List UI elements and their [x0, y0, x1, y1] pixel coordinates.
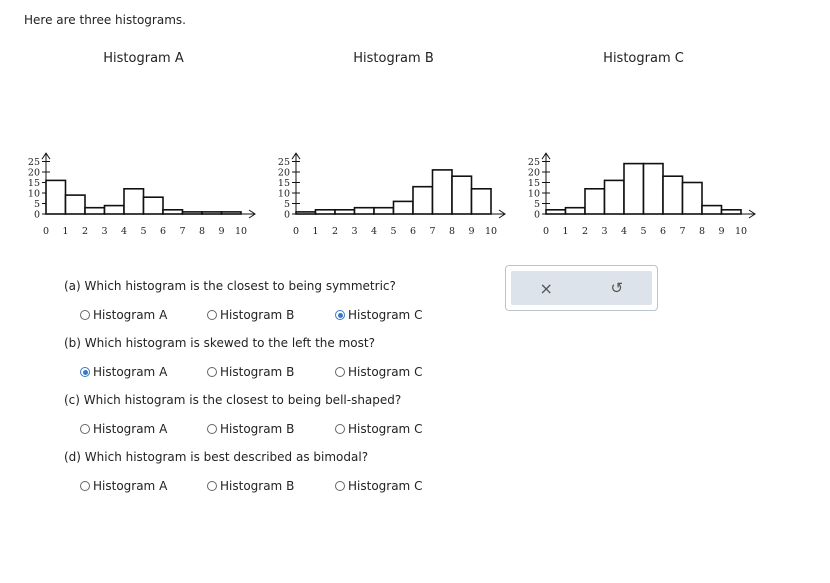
y-tick-label: 15	[27, 178, 40, 189]
histogram-bar	[46, 180, 66, 214]
chart-title: Histogram B	[353, 51, 434, 66]
y-tick-label: 20	[277, 167, 290, 179]
question-c-option-a[interactable]: Histogram A	[80, 422, 167, 436]
histogram-bar	[183, 212, 203, 214]
y-tick-label: 5	[283, 199, 290, 210]
question-c-option-b[interactable]: Histogram B	[207, 422, 294, 436]
histogram-bar	[85, 208, 105, 214]
x-tick-label: 5	[140, 226, 147, 237]
x-tick-label: 9	[218, 226, 225, 237]
x-tick-label: 7	[429, 226, 436, 237]
x-tick-label: 9	[718, 226, 725, 237]
y-tick-label: 15	[277, 178, 290, 189]
histogram-c	[526, 44, 766, 244]
x-tick-label: 5	[390, 226, 397, 237]
y-tick-label: 10	[277, 188, 290, 200]
histogram-b	[276, 44, 516, 244]
x-tick-label: 1	[62, 226, 69, 237]
question-a-option-b[interactable]: Histogram B	[207, 308, 294, 322]
histogram-bar	[335, 210, 355, 214]
histogram-a	[26, 44, 266, 244]
histogram-bar	[144, 197, 164, 214]
x-tick-label: 8	[448, 226, 456, 237]
x-tick-label: 2	[581, 226, 589, 237]
histogram-bar	[124, 189, 144, 214]
question-d-label: (d) Which histogram is best described as bimodal?	[64, 450, 369, 464]
histogram-bar	[663, 176, 683, 214]
x-tick-label: 9	[468, 226, 475, 237]
histogram-bar	[472, 189, 492, 214]
radio-icon[interactable]	[207, 310, 217, 320]
radio-icon[interactable]	[335, 367, 345, 377]
x-tick-label: 2	[81, 226, 89, 237]
histogram-bar	[605, 180, 625, 214]
x-tick-label: 8	[198, 226, 206, 237]
radio-icon[interactable]	[80, 310, 90, 320]
x-tick-label: 0	[42, 226, 50, 237]
radio-icon[interactable]	[335, 481, 345, 491]
radio-icon[interactable]	[207, 481, 217, 491]
question-d-option-b[interactable]: Histogram B	[207, 479, 294, 493]
radio-icon[interactable]	[80, 481, 90, 491]
radio-icon[interactable]	[207, 424, 217, 434]
x-tick-label: 10	[234, 226, 248, 237]
y-tick-label: 0	[33, 209, 40, 221]
x-tick-label: 3	[351, 226, 358, 237]
x-tick-label: 1	[562, 226, 569, 237]
y-tick-label: 25	[277, 157, 290, 168]
radio-icon[interactable]	[80, 367, 90, 377]
x-tick-label: 1	[312, 226, 319, 237]
clear-button[interactable]	[511, 271, 582, 305]
question-d-option-a[interactable]: Histogram A	[80, 479, 167, 493]
question-b-option-a[interactable]: Histogram A	[80, 365, 167, 379]
x-tick-label: 6	[409, 226, 417, 237]
y-tick-label: 10	[527, 188, 540, 200]
y-tick-label: 15	[527, 178, 540, 189]
histogram-bar	[202, 212, 222, 214]
answer-toolbar	[505, 265, 658, 311]
histogram-bar	[355, 208, 375, 214]
question-b-label: (b) Which histogram is skewed to the left the most?	[64, 336, 375, 350]
y-tick-label: 5	[33, 199, 40, 210]
histogram-bar	[585, 189, 605, 214]
radio-icon[interactable]	[80, 424, 90, 434]
x-tick-label: 10	[734, 226, 748, 237]
histogram-bar	[433, 170, 453, 214]
close-icon: ×	[539, 278, 553, 298]
x-tick-label: 4	[620, 226, 628, 237]
histogram-bar	[722, 210, 742, 214]
histogram-bar	[624, 164, 644, 214]
x-tick-label: 3	[101, 226, 108, 237]
radio-icon[interactable]	[335, 310, 345, 320]
question-a-option-a[interactable]: Histogram A	[80, 308, 167, 322]
radio-icon[interactable]	[207, 367, 217, 377]
x-tick-label: 4	[120, 226, 128, 237]
histogram-bar	[683, 183, 703, 215]
question-a-label: (a) Which histogram is the closest to being symmetric?	[64, 279, 396, 293]
histogram-bar	[66, 195, 86, 214]
histogram-bar	[222, 212, 242, 214]
radio-icon[interactable]	[335, 424, 345, 434]
x-tick-label: 7	[679, 226, 686, 237]
histogram-bar	[374, 208, 394, 214]
x-tick-label: 0	[292, 226, 300, 237]
chart-title: Histogram A	[103, 51, 184, 66]
question-d-option-c[interactable]: Histogram C	[335, 479, 422, 493]
x-tick-label: 2	[331, 226, 339, 237]
x-tick-label: 4	[370, 226, 378, 237]
histogram-bar	[413, 187, 433, 214]
y-tick-label: 25	[527, 157, 540, 168]
chart-title: Histogram C	[603, 51, 684, 66]
histogram-bar	[546, 210, 566, 214]
question-b-option-b[interactable]: Histogram B	[207, 365, 294, 379]
question-b-option-c[interactable]: Histogram C	[335, 365, 422, 379]
y-tick-label: 5	[533, 199, 540, 210]
histogram-bar	[316, 210, 336, 214]
x-tick-label: 6	[159, 226, 167, 237]
x-tick-label: 7	[179, 226, 186, 237]
x-tick-label: 8	[698, 226, 706, 237]
histogram-bar	[394, 201, 414, 214]
y-tick-label: 0	[533, 209, 540, 221]
x-tick-label: 3	[601, 226, 608, 237]
x-tick-label: 6	[659, 226, 667, 237]
y-tick-label: 10	[27, 188, 40, 200]
undo-icon: ↺	[610, 279, 624, 297]
intro-text: Here are three histograms.	[24, 13, 186, 27]
histogram-bar	[702, 206, 722, 214]
x-tick-label: 10	[484, 226, 498, 237]
x-tick-label: 0	[542, 226, 550, 237]
y-tick-label: 25	[27, 157, 40, 168]
y-tick-label: 20	[527, 167, 540, 179]
y-tick-label: 0	[283, 209, 290, 221]
histogram-bar	[644, 164, 664, 214]
undo-button[interactable]	[582, 271, 653, 305]
histogram-bar	[566, 208, 586, 214]
question-c-option-c[interactable]: Histogram C	[335, 422, 422, 436]
question-a-option-c[interactable]: Histogram C	[335, 308, 422, 322]
toolbar-body	[511, 271, 652, 305]
histogram-bar	[452, 176, 472, 214]
x-tick-label: 5	[640, 226, 647, 237]
histogram-bar	[296, 212, 316, 214]
histogram-bar	[105, 206, 125, 214]
question-c-label: (c) Which histogram is the closest to being bell-shaped?	[64, 393, 402, 407]
y-tick-label: 20	[27, 167, 40, 179]
histogram-bar	[163, 210, 183, 214]
